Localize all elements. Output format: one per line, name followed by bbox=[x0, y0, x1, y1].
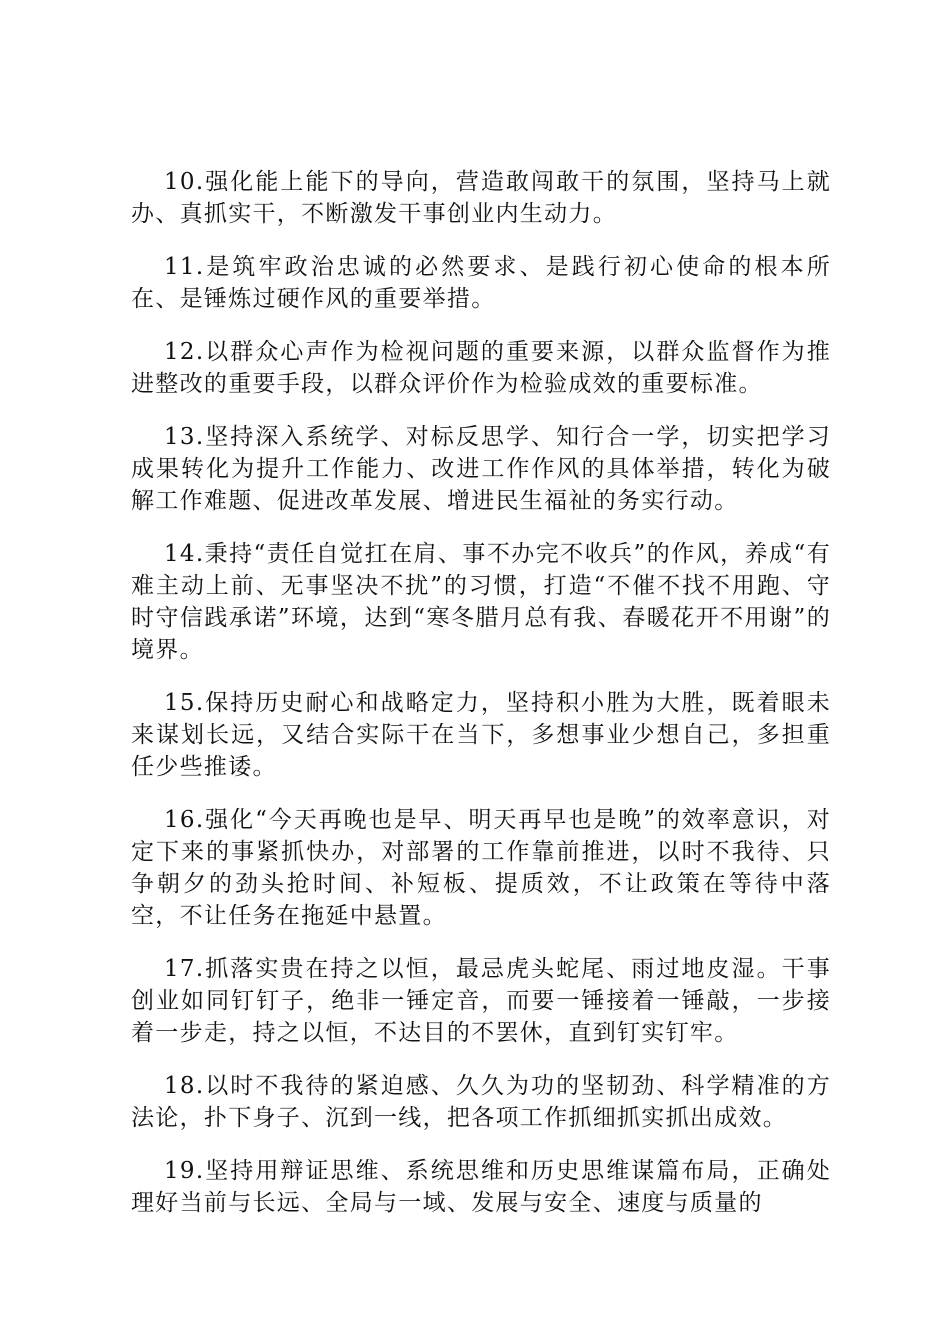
paragraph-16: 16.强化“今天再晚也是早、明天再早也是晚”的效率意识，对定下来的事紧抓快办，对部署的工作靠前推进，以时不我待、只争朝夕的劲头抢时间、补短板、提质效，不让政策在等待中落空，不让任务在拖延中悬置。 bbox=[131, 807, 831, 929]
paragraph-18: 18.以时不我待的紧迫感、久久为功的坚韧劲、科学精准的方法论，扑下身子、沉到一线，把各项工作抓细抓实抓出成效。 bbox=[131, 1073, 831, 1131]
paragraph-14: 14.秉持“责任自觉扛在肩、事不办完不收兵”的作风，养成“有难主动上前、无事坚决不扰”的习惯，打造“不催不找不用跑、守时守信践承诺”环境，达到“寒冬腊月总有我、春暖花开不用谢”的境界。 bbox=[131, 541, 831, 663]
paragraph-13: 13.坚持深入系统学、对标反思学、知行合一学，切实把学习成果转化为提升工作能力、改进工作作风的具体举措，转化为破解工作难题、促进改革发展、增进民生福祉的务实行动。 bbox=[131, 424, 831, 514]
paragraph-12: 12.以群众心声作为检视问题的重要来源，以群众监督作为推进整改的重要手段，以群众评价作为检验成效的重要标准。 bbox=[131, 339, 831, 397]
paragraph-17: 17.抓落实贵在持之以恒，最忌虎头蛇尾、雨过地皮湿。干事创业如同钉钉子，绝非一锤定音，而要一锤接着一锤敲，一步接着一步走，持之以恒，不达目的不罢休，直到钉实钉牢。 bbox=[131, 956, 831, 1046]
document-body bbox=[131, 166, 831, 1240]
paragraph-11: 11.是筑牢政治忠诚的必然要求、是践行初心使命的根本所在、是锤炼过硬作风的重要举措。 bbox=[131, 254, 831, 312]
paragraph-19: 19.坚持用辩证思维、系统思维和历史思维谋篇布局，正确处理好当前与长远、全局与一域、发展与安全、速度与质量的 bbox=[131, 1158, 831, 1216]
paragraph-15: 15.保持历史耐心和战略定力，坚持积小胜为大胜，既着眼未来谋划长远，又结合实际干在当下，多想事业少想自己，多担重任少些推诿。 bbox=[131, 690, 831, 780]
paragraph-10: 10.强化能上能下的导向，营造敢闯敢干的氛围，坚持马上就办、真抓实干，不断激发干事创业内生动力。 bbox=[131, 169, 831, 227]
